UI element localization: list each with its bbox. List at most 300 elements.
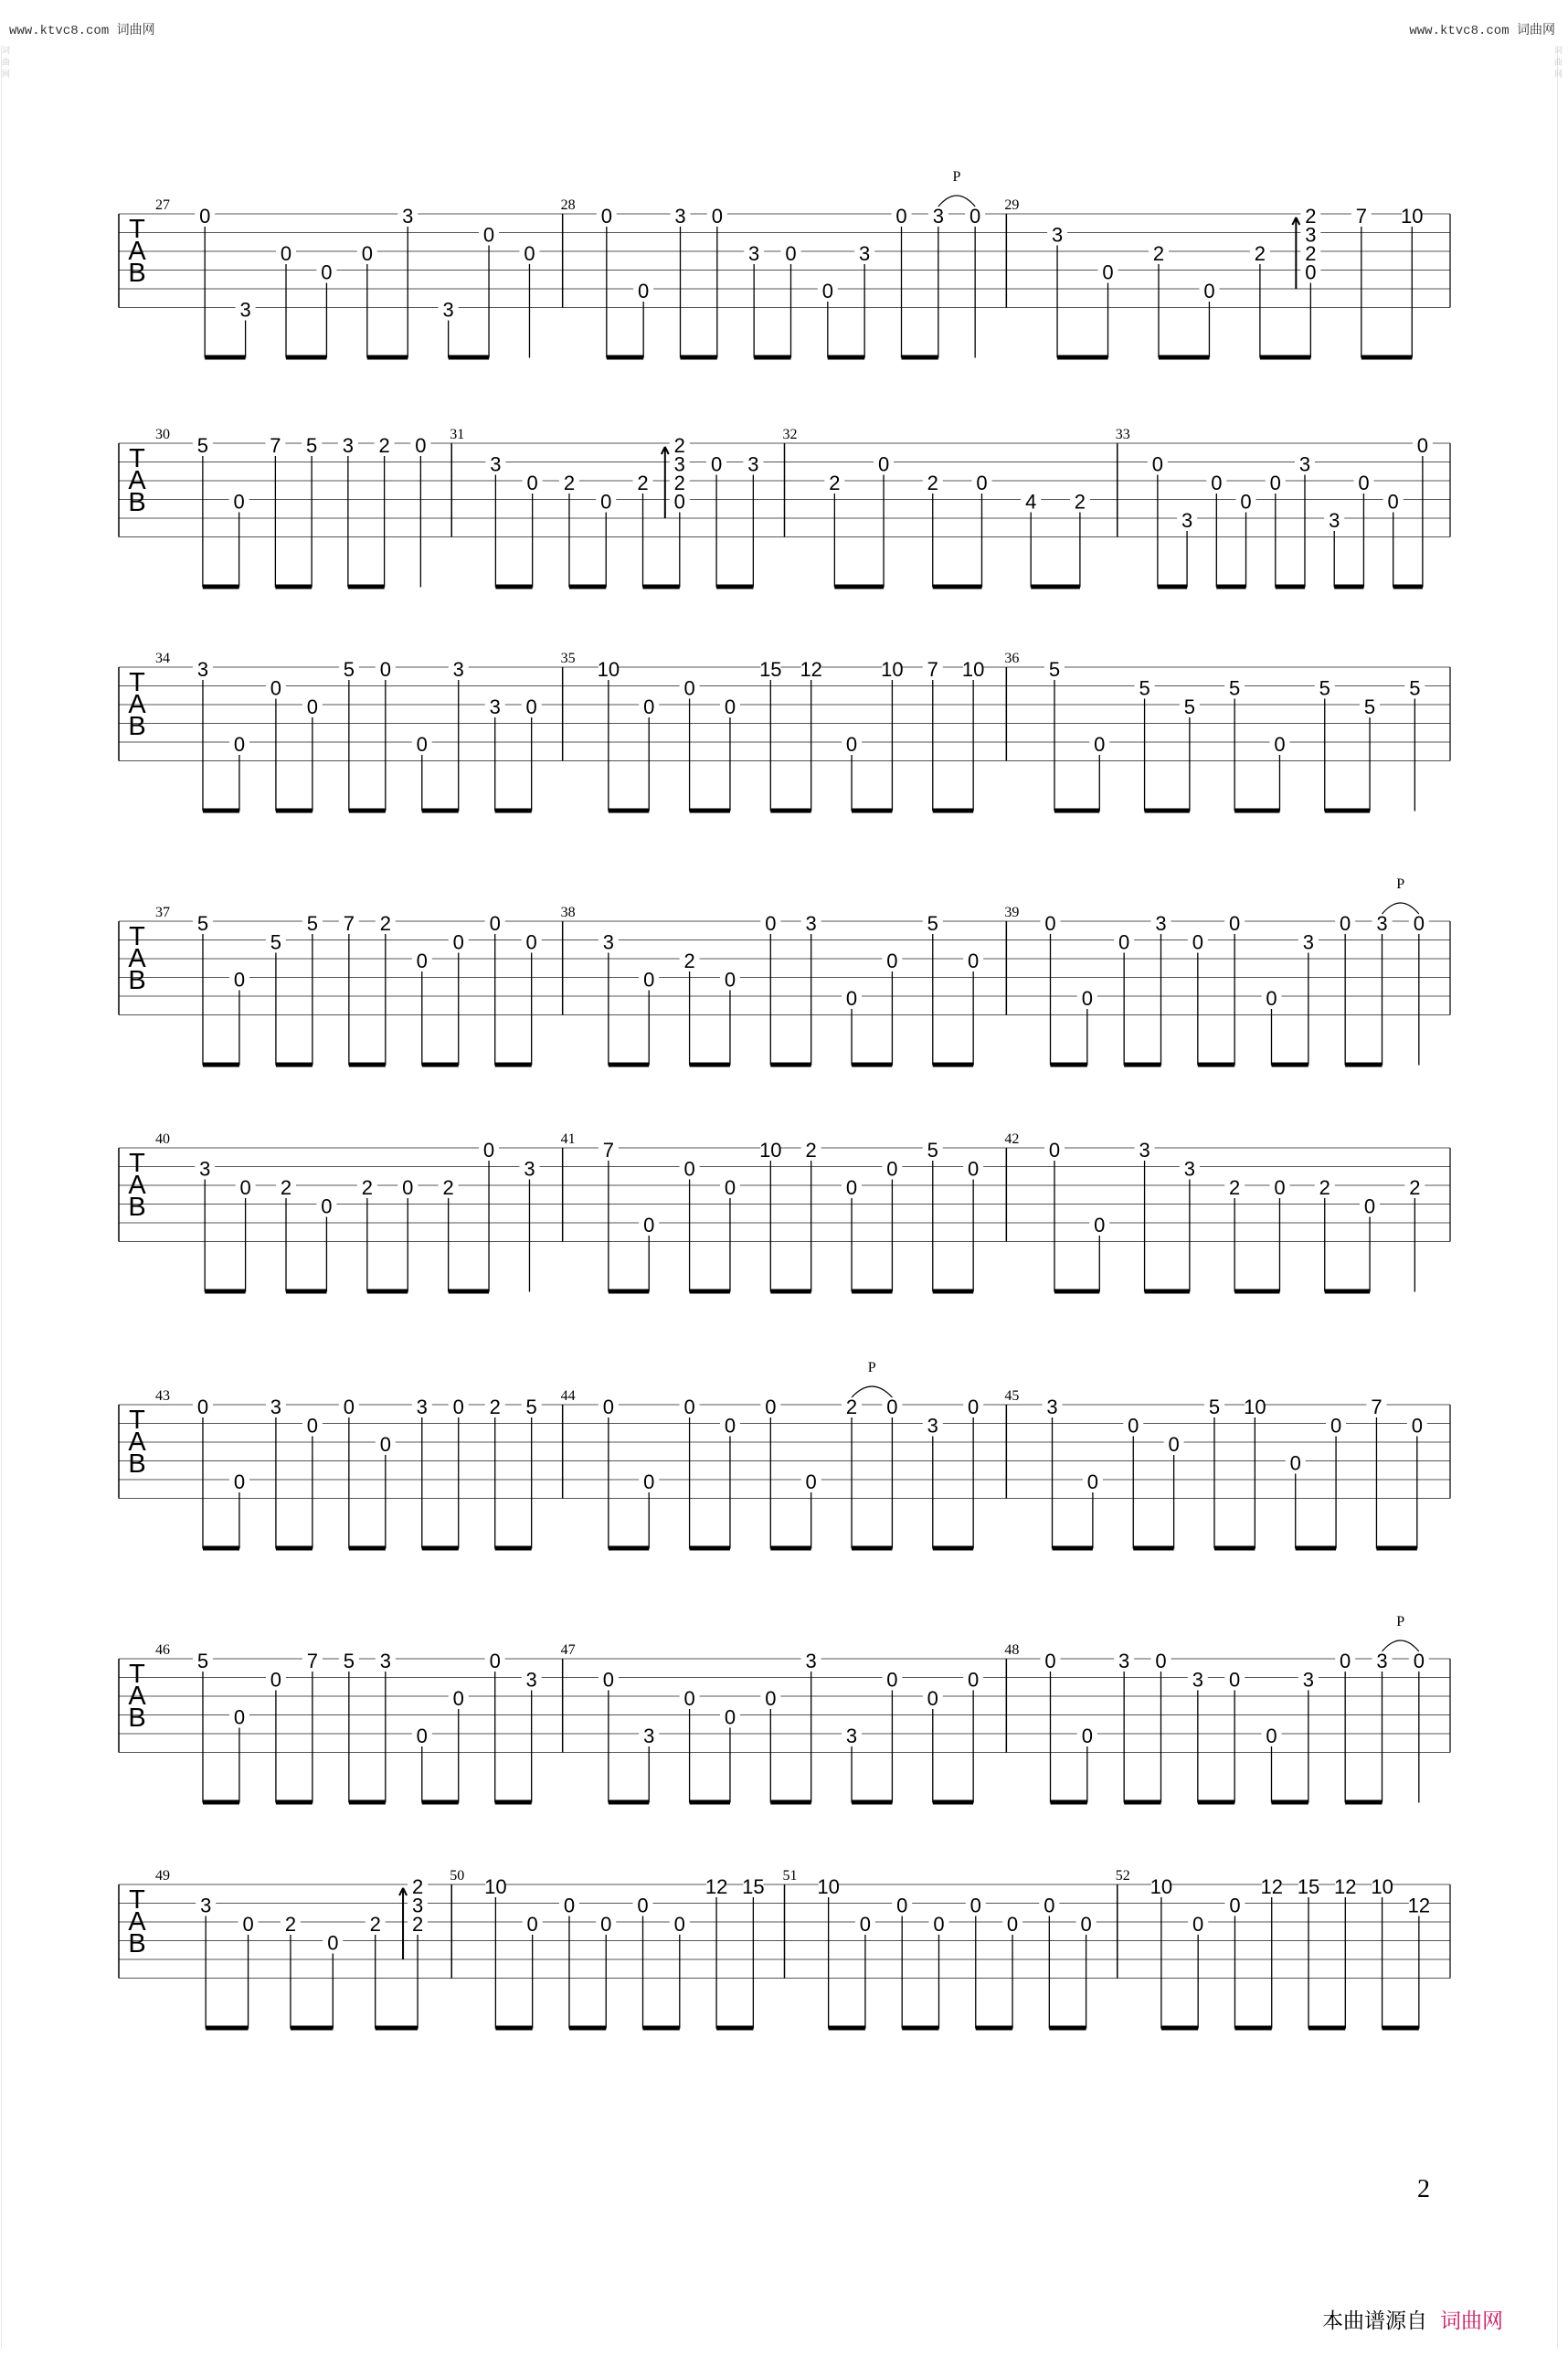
fret-number: 5: [1139, 676, 1150, 700]
fret-number: 0: [895, 205, 907, 228]
fret-number: 0: [242, 1913, 254, 1936]
footer-source: 本曲谱源自: [1322, 2309, 1427, 2333]
fret-number: 3: [859, 242, 871, 265]
fret-number: 2: [378, 434, 390, 457]
fret-number: 0: [1330, 1414, 1342, 1438]
fret-number: 0: [765, 912, 777, 935]
fret-number: 2: [361, 1176, 373, 1199]
fret-number: 0: [710, 452, 723, 476]
beam: [348, 585, 385, 589]
beam: [770, 1800, 810, 1805]
beam: [829, 2026, 865, 2031]
fret-number: 0: [270, 1668, 282, 1692]
tab-clef-letter: T: [129, 1885, 145, 1915]
fret-number: 2: [411, 1875, 424, 1898]
fret-number: 3: [524, 1157, 535, 1181]
beam: [495, 1800, 532, 1805]
beam: [367, 1290, 408, 1294]
fret-number: 7: [343, 912, 355, 935]
fret-number: 3: [199, 1157, 211, 1181]
fret-number: 15: [759, 658, 782, 681]
tab-clef-letter: T: [129, 1406, 145, 1435]
fret-number: 0: [968, 1396, 980, 1418]
fret-number: 0: [1274, 733, 1286, 756]
beam: [1133, 1546, 1173, 1551]
fret-number: 0: [1387, 490, 1399, 514]
fret-number: 2: [411, 1913, 424, 1936]
arpeggio-mark: [662, 447, 669, 518]
fret-number: 0: [600, 205, 612, 228]
fret-number: 15: [1297, 1875, 1320, 1898]
fret-number: 0: [343, 1396, 355, 1418]
fret-number: 0: [805, 1470, 817, 1493]
fret-number: 0: [1044, 1894, 1055, 1917]
tab-system: [119, 169, 1450, 360]
fret-number: 0: [1240, 490, 1252, 514]
fret-number: 0: [724, 1176, 736, 1199]
fret-number: 2: [284, 1913, 297, 1936]
fret-number: 3: [1051, 223, 1064, 247]
fret-number: 0: [600, 1913, 612, 1936]
beam: [1325, 1290, 1370, 1294]
measure-number: 37: [155, 905, 170, 920]
fret-number: 0: [683, 676, 695, 700]
fret-number: 5: [927, 1139, 938, 1162]
fret-number: 0: [602, 1396, 614, 1418]
fret-number: 10: [961, 658, 985, 681]
tab-system: [119, 1614, 1450, 1805]
fret-number: 2: [673, 472, 685, 494]
fret-number: 0: [724, 1414, 736, 1438]
measure-number: 40: [155, 1131, 170, 1147]
beam: [367, 356, 408, 360]
fret-number: 10: [484, 1875, 507, 1898]
beam: [569, 585, 606, 589]
fret-number: 0: [306, 1414, 319, 1438]
fret-number: 0: [933, 1913, 945, 1936]
fret-number: 5: [196, 1650, 209, 1672]
tab-system: [119, 1131, 1450, 1294]
fret-number: 0: [1048, 1139, 1061, 1162]
fret-number: 0: [525, 930, 537, 954]
fret-number: 2: [1319, 1176, 1330, 1199]
fret-number: 0: [280, 242, 292, 265]
tab-clef-letter: T: [129, 668, 145, 697]
fret-number: 0: [1269, 472, 1281, 494]
header-right: www.ktvc8.com 词曲网: [1409, 24, 1555, 38]
beam: [852, 1546, 892, 1551]
tab-clef-letter: A: [128, 1428, 146, 1457]
beam: [852, 1800, 892, 1805]
beam: [276, 1546, 313, 1551]
fret-number: 3: [747, 452, 759, 476]
fret-number: 3: [1155, 912, 1167, 935]
fret-number: 0: [683, 1396, 695, 1418]
tab-clef-letter: T: [129, 444, 145, 473]
fret-number: 2: [805, 1139, 817, 1162]
fret-number: 0: [1081, 987, 1093, 1010]
fret-number: 3: [805, 1650, 817, 1672]
fret-number: 0: [452, 930, 464, 954]
beam: [690, 1800, 730, 1805]
fret-number: 3: [1305, 223, 1317, 247]
fret-number: 0: [379, 1433, 391, 1456]
fret-number: 0: [233, 733, 246, 756]
fret-number: 4: [1025, 490, 1037, 514]
beam: [205, 356, 245, 360]
beam: [902, 356, 938, 360]
measure-number: 35: [560, 651, 576, 666]
fret-number: 3: [270, 1396, 282, 1418]
fret-number: 5: [270, 930, 282, 954]
beam: [1361, 356, 1412, 360]
fret-number: 0: [233, 490, 245, 514]
beam: [203, 1546, 239, 1551]
fret-number: 0: [1266, 987, 1277, 1010]
fret-number: 0: [196, 1396, 209, 1418]
fret-number: 0: [1094, 733, 1106, 756]
tab-clef-letter: B: [128, 1929, 146, 1958]
beam: [422, 1063, 459, 1067]
tab-clef-letter: B: [128, 1193, 146, 1222]
fret-number: 2: [829, 472, 841, 494]
fret-number: 0: [673, 1913, 685, 1936]
beam: [1214, 1546, 1255, 1551]
fret-number: 3: [1376, 1650, 1388, 1672]
pull-off-label: P: [952, 169, 961, 185]
beam: [1234, 2026, 1271, 2031]
fret-number: 7: [306, 1650, 319, 1672]
fret-number: 2: [683, 950, 695, 972]
fret-number: 0: [416, 1725, 428, 1747]
fret-number: 0: [524, 242, 535, 265]
footer: [1322, 2304, 1503, 2334]
beam: [1158, 585, 1187, 589]
fret-number: 0: [673, 490, 685, 514]
tab-clef-letter: B: [128, 488, 146, 517]
beam: [609, 1800, 649, 1805]
fret-number: 10: [1244, 1396, 1266, 1418]
beam: [203, 1800, 239, 1805]
fret-number: 3: [602, 930, 614, 954]
beam: [1345, 1063, 1382, 1067]
beam: [609, 1290, 649, 1294]
beam: [716, 2026, 753, 2031]
fret-number: 3: [490, 452, 502, 476]
fret-number: 2: [1305, 242, 1317, 265]
measure-number: 28: [560, 197, 576, 213]
page-number: 2: [1417, 2175, 1430, 2203]
beam: [276, 1800, 313, 1805]
fret-number: 3: [748, 242, 760, 265]
fret-number: 0: [724, 695, 736, 718]
pull-off-label: P: [1396, 876, 1405, 892]
fret-number: 10: [1371, 1875, 1393, 1898]
beam: [770, 809, 810, 813]
fret-number: 2: [1152, 242, 1165, 265]
fret-number: 10: [597, 658, 620, 681]
tab-clef-letter: A: [128, 1171, 146, 1200]
footer-site: 词曲网: [1440, 2309, 1503, 2333]
beam: [1272, 1800, 1308, 1805]
fret-number: 0: [482, 1139, 495, 1162]
measure-number: 27: [155, 197, 170, 213]
measure-number: 31: [450, 427, 465, 442]
fret-number: 0: [402, 1176, 414, 1199]
fret-number: 0: [489, 1650, 501, 1672]
beam: [1260, 356, 1310, 360]
beam: [1031, 585, 1080, 589]
measure-number: 51: [782, 1868, 798, 1884]
fret-number: 0: [845, 733, 858, 756]
measure-number: 43: [155, 1388, 170, 1404]
beam: [770, 1290, 810, 1294]
fret-number: 0: [643, 968, 655, 992]
fret-number: 0: [927, 1687, 938, 1710]
beam: [852, 809, 892, 813]
fret-number: 0: [270, 676, 282, 700]
fret-number: 2: [379, 912, 391, 935]
fret-number: 3: [1181, 509, 1193, 532]
beam: [286, 1290, 326, 1294]
fret-number: 15: [742, 1875, 765, 1898]
beam: [1198, 1063, 1234, 1067]
fret-number: 2: [1074, 490, 1086, 514]
tab-system: [119, 427, 1450, 589]
fret-number: 0: [1151, 452, 1163, 476]
measure-number: 29: [1004, 197, 1020, 213]
fret-number: 2: [1409, 1176, 1421, 1199]
fret-number: 0: [1416, 434, 1429, 457]
fret-number: 3: [239, 298, 251, 322]
beam: [422, 1800, 459, 1805]
fret-number: 0: [1229, 1668, 1241, 1692]
fret-number: 5: [1208, 1396, 1221, 1418]
tab-clef-letter: T: [129, 1149, 145, 1178]
beam: [1234, 1290, 1279, 1294]
fret-number: 0: [452, 1687, 464, 1710]
fret-number: 12: [1407, 1894, 1431, 1917]
fret-number: 0: [600, 490, 612, 514]
fret-number: 2: [927, 472, 938, 494]
fret-number: 0: [1413, 912, 1425, 935]
fret-number: 3: [342, 434, 354, 457]
fret-number: 0: [233, 1705, 246, 1729]
fret-number: 0: [969, 1894, 981, 1917]
beam: [291, 2026, 333, 2031]
beam: [349, 1063, 386, 1067]
fret-number: 0: [525, 695, 537, 718]
fret-number: 0: [969, 205, 981, 228]
fret-number: 0: [976, 472, 988, 494]
fret-number: 10: [881, 658, 904, 681]
fret-number: 2: [489, 1396, 501, 1418]
fret-number: 2: [1305, 205, 1317, 228]
fret-number: 0: [1340, 1650, 1351, 1672]
measure-number: 50: [450, 1868, 465, 1884]
fret-number: 0: [1229, 1894, 1241, 1917]
fret-number: 0: [724, 968, 736, 992]
fret-number: 0: [1044, 912, 1056, 935]
fret-number: 0: [886, 1668, 898, 1692]
beam: [349, 1800, 386, 1805]
measure-number: 42: [1004, 1131, 1020, 1147]
fret-number: 0: [1229, 912, 1241, 935]
tab-clef-letter: B: [128, 712, 146, 741]
beam: [449, 356, 489, 360]
fret-number: 3: [411, 1894, 424, 1917]
fret-number: 0: [637, 1894, 649, 1917]
beam: [349, 1546, 386, 1551]
beam: [1393, 585, 1423, 589]
beam: [206, 2026, 248, 2031]
beam: [495, 1546, 532, 1551]
beam: [203, 809, 239, 813]
fret-number: 0: [482, 223, 495, 247]
beam: [933, 809, 973, 813]
fret-number: 0: [321, 260, 333, 284]
beam: [690, 1063, 730, 1067]
beam: [276, 1063, 313, 1067]
pull-off-label: P: [867, 1360, 876, 1375]
fret-number: 0: [1155, 1650, 1167, 1672]
beam: [1049, 2026, 1086, 2031]
fret-number: 0: [1192, 930, 1203, 954]
fret-number: 10: [1401, 205, 1424, 228]
fret-number: 0: [968, 1157, 980, 1181]
beam: [275, 585, 312, 589]
measure-number: 33: [1115, 427, 1130, 442]
fret-number: 5: [196, 434, 208, 457]
fret-number: 0: [361, 242, 373, 265]
fret-number: 0: [896, 1894, 908, 1917]
fret-number: 0: [1006, 1913, 1019, 1936]
beam: [933, 1546, 973, 1551]
fret-number: 0: [638, 280, 650, 303]
beam: [449, 1290, 489, 1294]
tab-system: [119, 1360, 1450, 1551]
fret-number: 3: [1046, 1396, 1058, 1418]
tab-clef-letter: B: [128, 966, 146, 995]
beam: [1054, 1290, 1099, 1294]
tab-clef-letter: A: [128, 237, 146, 266]
fret-number: 0: [643, 1470, 655, 1493]
fret-number: 3: [1302, 930, 1314, 954]
fret-number: 5: [306, 434, 318, 457]
fret-number: 5: [196, 912, 209, 935]
beam: [1334, 585, 1363, 589]
tab-system: [119, 651, 1450, 813]
fret-number: 0: [1289, 1451, 1301, 1475]
beam: [643, 585, 680, 589]
fret-number: 3: [927, 1414, 938, 1438]
fret-number: 2: [845, 1396, 858, 1418]
fret-number: 5: [927, 912, 938, 935]
tab-clef-letter: A: [128, 1907, 146, 1937]
fret-number: 0: [765, 1396, 777, 1418]
fret-number: 0: [1080, 1913, 1092, 1936]
beam: [607, 356, 643, 360]
fret-number: 0: [724, 1705, 736, 1729]
fret-number: 5: [1229, 676, 1241, 700]
fret-number: 7: [1355, 205, 1367, 228]
beam: [1051, 1800, 1087, 1805]
fret-number: 0: [233, 968, 246, 992]
arpeggio-mark: [1292, 218, 1299, 289]
fret-number: 0: [1118, 930, 1130, 954]
fret-number: 0: [327, 1931, 339, 1955]
fret-number: 0: [1411, 1414, 1423, 1438]
measure-number: 38: [560, 905, 576, 920]
tab-clef-letter: T: [129, 922, 145, 951]
beam: [754, 356, 790, 360]
measure-number: 48: [1004, 1642, 1020, 1658]
beam: [1272, 1063, 1308, 1067]
beam: [349, 809, 386, 813]
fret-number: 0: [859, 1913, 872, 1936]
fret-number: 3: [402, 205, 414, 228]
header-left: www.ktvc8.com 词曲网: [9, 24, 155, 38]
measure-number: 36: [1004, 651, 1020, 666]
fret-number: 2: [637, 472, 649, 494]
beam: [852, 1290, 892, 1294]
fret-number: 3: [673, 452, 685, 476]
beam: [1145, 809, 1190, 813]
fret-number: 10: [1150, 1875, 1173, 1898]
fret-number: 0: [643, 695, 655, 718]
fret-number: 0: [1363, 1194, 1376, 1218]
beam: [1216, 585, 1245, 589]
fret-number: 0: [1081, 1725, 1093, 1747]
fret-number: 0: [821, 280, 833, 303]
fret-number: 7: [1371, 1396, 1383, 1418]
fret-number: 12: [800, 658, 822, 681]
fret-number: 10: [817, 1875, 840, 1898]
fret-number: 0: [452, 1396, 464, 1418]
beam: [1124, 1800, 1160, 1805]
fret-number: 0: [886, 950, 898, 972]
measure-number: 52: [1115, 1868, 1130, 1884]
beam: [716, 585, 753, 589]
beam: [1159, 356, 1209, 360]
fret-number: 2: [1254, 242, 1266, 265]
fret-number: 3: [200, 1894, 212, 1917]
fret-number: 0: [1044, 1650, 1056, 1672]
fret-number: 0: [643, 1214, 655, 1237]
fret-number: 0: [1305, 260, 1317, 284]
fret-number: 0: [886, 1157, 898, 1181]
fret-number: 12: [1334, 1875, 1357, 1898]
beam: [1198, 1800, 1234, 1805]
beam: [770, 1063, 810, 1067]
fret-number: 3: [932, 205, 944, 228]
beam: [609, 1063, 649, 1067]
beam: [286, 356, 326, 360]
fret-number: 3: [442, 298, 454, 322]
fret-number: 0: [845, 1176, 858, 1199]
fret-number: 5: [1048, 658, 1061, 681]
fret-number: 0: [968, 950, 980, 972]
fret-number: 3: [489, 695, 501, 718]
fret-number: 3: [1376, 912, 1388, 935]
fret-number: 0: [416, 733, 428, 756]
beam: [203, 585, 239, 589]
beam: [422, 809, 459, 813]
beam: [422, 1546, 459, 1551]
fret-number: 7: [270, 434, 281, 457]
beam: [976, 2026, 1012, 2031]
beam: [203, 1063, 239, 1067]
